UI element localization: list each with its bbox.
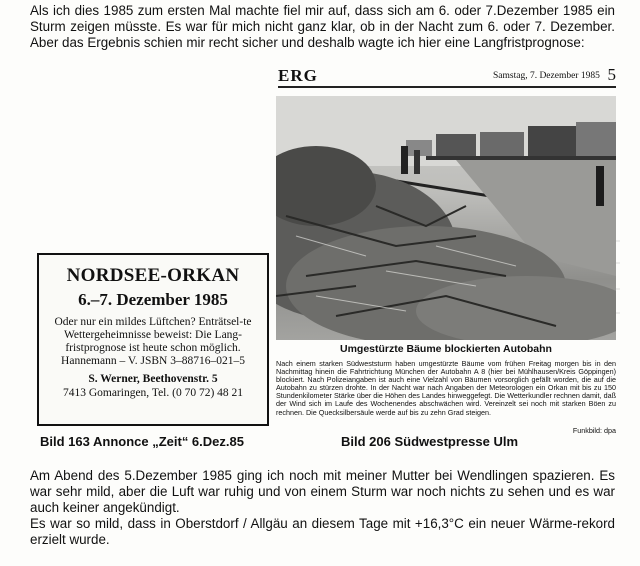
intro-paragraph: Als ich dies 1985 zum ersten Mal machte fiel mir auf, dass sich am 6. oder 7.Dezember 1985 ein Sturm zeigen müsste. Es war für mich nicht ganz klar, ob in der Nacht zum 6. oder 7. Dezember. Aber das Ergebnis schien mir recht sicher und deshalb wagte ich hier eine Langfristprognose: (30, 3, 615, 50)
article-body: Nach einem starken Südweststurm haben umgestürzte Bäume vom frühen Freitag morgen bis in den Nachmittag hinein die Fahrtrichtung München der Autobahn A 8 (hier bei Mühlhausen/Kreis Göppingen) blockiert. Nach Polizeiangaben ist auch eine Vielzahl von Bäumen vorsorglich gefällt worden, die auf die Autobahn zu stürzen drohte. In der Nacht war nach Angaben der Meteorologen ein Orkan mit bis zu 150 Stundenkilometer Stärke über die Höhen des Landes hinweggefegt. Die Wetterkundler rechnen damit, daß der Wind sich im Laufe des Wochenendes abschwächen wird. Vereinzelt sei noch mit starken Böen zu rechnen. Die Quecksilbersäule werde auf bis zu zehn Grad steigen. (276, 359, 616, 417)
annonce-title: NORDSEE-ORKAN (66, 265, 240, 286)
newspaper-date: Samstag, 7. Dezember 1985 (493, 71, 600, 81)
annonce-address-name: S. Werner, Beethovenstr. 5 (88, 373, 218, 385)
article-headline: Umgestürzte Bäume blockierten Autobahn (340, 343, 552, 355)
newspaper-name: ERG (278, 66, 318, 85)
annonce-date: 6.–7. Dezember 1985 (78, 290, 228, 309)
newspaper-header (278, 65, 616, 85)
newspaper-page-number: 5 (607, 65, 616, 84)
article-photo-credit: Funkbild: dpa (572, 426, 616, 435)
annonce-box (37, 253, 269, 426)
annonce-body: Oder nur ein mildes Lüftchen? Enträtsel-te Wettergeheimnisse beweist: Die Lang-fristprognose ist heute schon möglich. Hannemann – V. JSBN 3–88716–021–5 (54, 316, 252, 367)
caption-newspaper: Bild 206 Südwestpresse Ulm (341, 434, 519, 449)
newspaper-photo (276, 96, 616, 340)
storm-photo-illustration (276, 96, 616, 340)
caption-annonce: Bild 163 Annonce „Zeit“ 6.Dez.85 (40, 434, 244, 449)
annonce-address-city: 7413 Gomaringen, Tel. (0 70 72) 48 21 (62, 387, 244, 399)
newspaper-header-rule (278, 86, 616, 88)
outro-paragraph: Am Abend des 5.Dezember 1985 ging ich noch mit meiner Mutter bei Wendlingen spazieren. Es war sehr mild, aber die Luft war ruhig und von einem Sturm war noch nichts zu sehen und es war auch keiner angekündigt. Es war so mild, dass in Oberstdorf / Allgäu an diesem Tage mit +16,3°C ein neuer Wärme-rekord erzielt wurde. (30, 468, 615, 547)
